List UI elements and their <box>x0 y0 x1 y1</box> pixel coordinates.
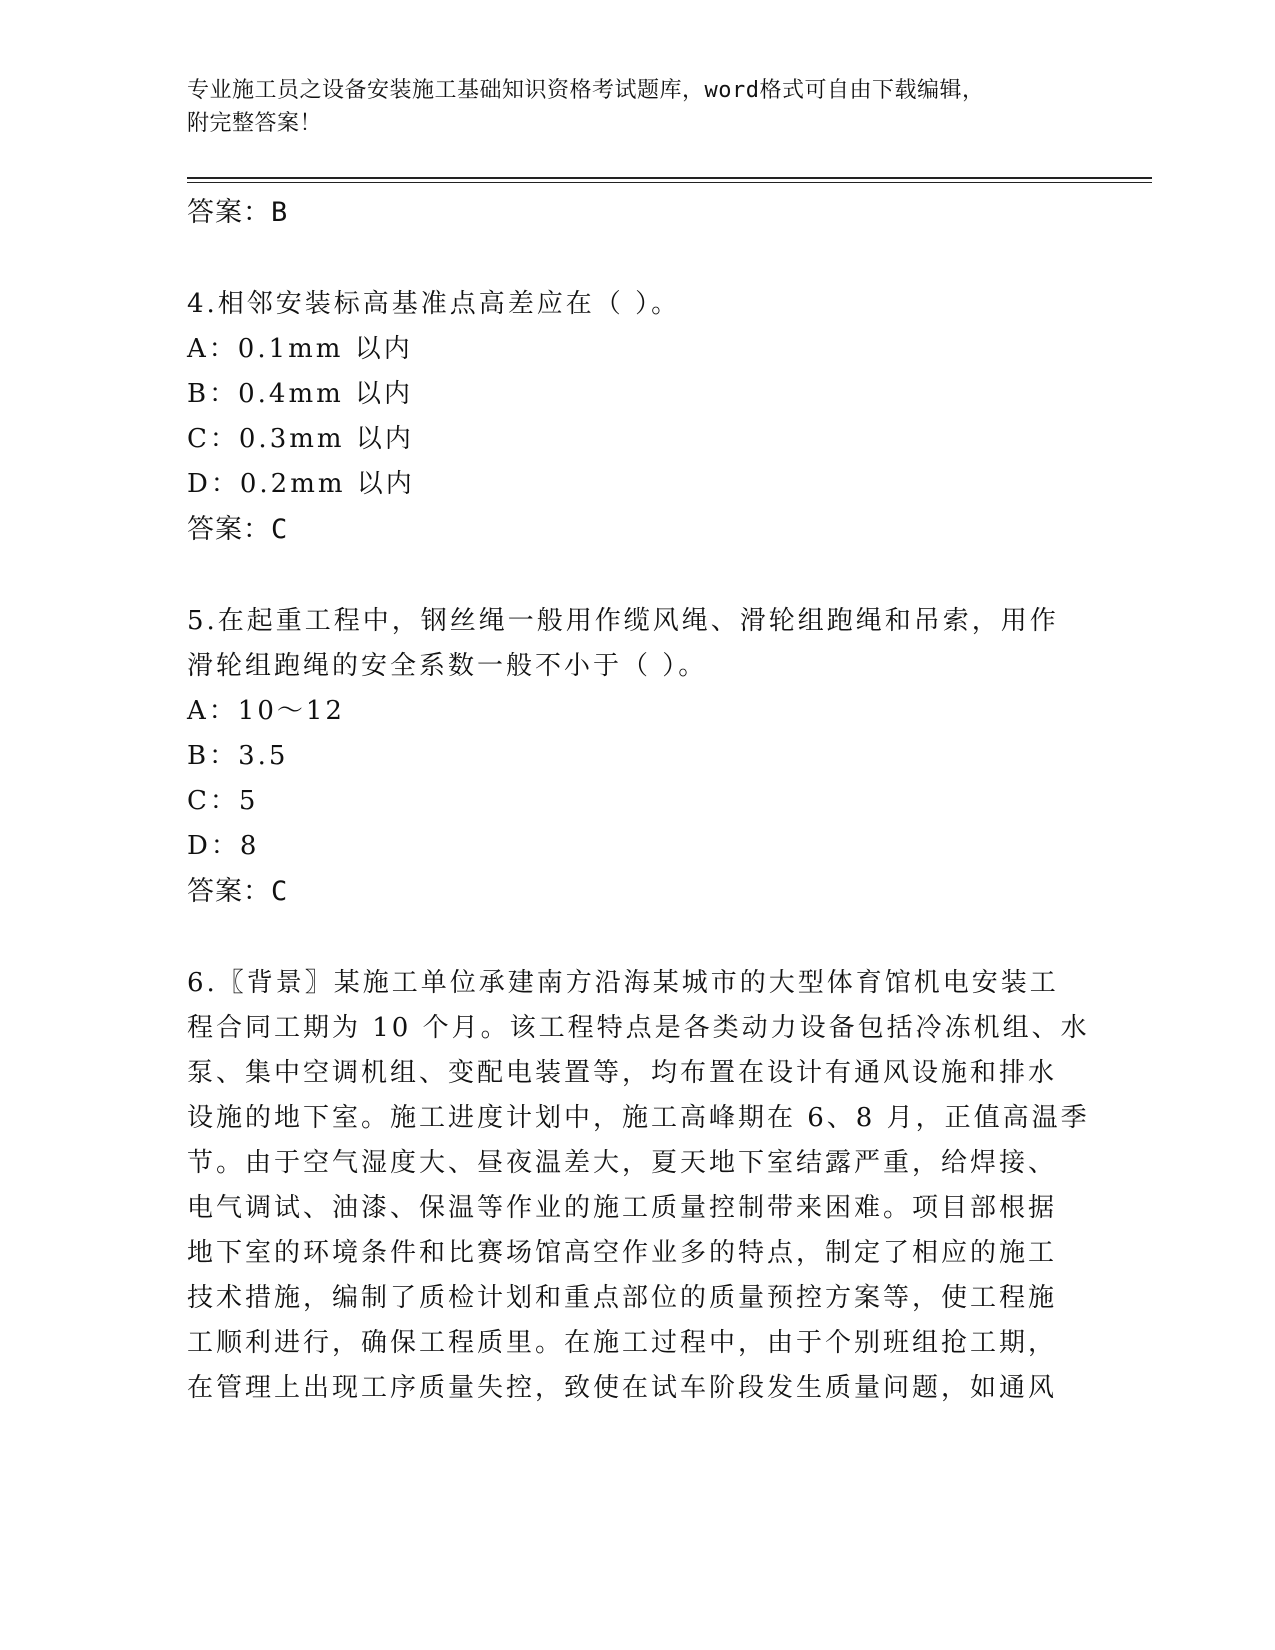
spacer <box>187 914 1087 961</box>
question-4-option-c: C：0.3mm 以内 <box>187 424 414 454</box>
question-6-line-4: 设施的地下室。施工进度计划中，施工高峰期在 6、8 月，正值高温季 <box>187 1103 1090 1133</box>
question-4-option-b: B：0.4mm 以内 <box>187 379 414 409</box>
question-5-option-a: A：10～12 <box>187 696 345 726</box>
answer-q5: 答案：C <box>187 876 289 907</box>
question-5-option-c: C：5 <box>187 786 259 816</box>
question-4-option-d: D：0.2mm 以内 <box>187 469 415 499</box>
question-6-line-9: 工顺利进行，确保工程质里。在施工过程中，由于个别班组抢工期， <box>187 1328 1058 1358</box>
question-6-line-5: 节。由于空气湿度大、昼夜温差大，夏天地下室结露严重，给焊接、 <box>187 1148 1058 1178</box>
question-6-line-6: 电气调试、油漆、保温等作业的施工质量控制带来困难。项目部根据 <box>187 1193 1058 1223</box>
question-5-option-d: D：8 <box>187 831 260 861</box>
question-6-line-1: 6.〖背景〗某施工单位承建南方沿海某城市的大型体育馆机电安装工 <box>187 968 1059 998</box>
question-5-stem-line-1: 5.在起重工程中，钢丝绳一般用作缆风绳、滑轮组跑绳和吊索，用作 <box>187 606 1059 636</box>
header-line-2: 附完整答案！ <box>187 111 323 136</box>
document-header <box>187 74 1087 140</box>
answer-q3: 答案：B <box>187 197 289 228</box>
question-5 <box>187 599 1087 914</box>
question-content <box>187 190 1090 1411</box>
spacer <box>187 235 1087 282</box>
header-divider-thick <box>187 177 1152 179</box>
question-6-line-2: 程合同工期为 10 个月。该工程特点是各类动力设备包括冷冻机组、水 <box>187 1013 1090 1043</box>
header-line-1: 专业施工员之设备安装施工基础知识资格考试题库，word格式可自由下载编辑， <box>187 78 985 103</box>
question-4-option-a: A：0.1mm 以内 <box>187 334 413 364</box>
question-5-option-b: B：3.5 <box>187 741 289 771</box>
question-4-stem: 4.相邻安装标高基准点高差应在（ ）。 <box>187 289 681 319</box>
header-divider-thin <box>187 182 1152 183</box>
question-6 <box>187 961 1090 1411</box>
answer-q4: 答案：C <box>187 514 289 545</box>
question-4 <box>187 282 1087 552</box>
question-6-line-8: 技术措施，编制了质检计划和重点部位的质量预控方案等，使工程施 <box>187 1283 1058 1313</box>
question-6-line-10: 在管理上出现工序质量失控，致使在试车阶段发生质量问题，如通风 <box>187 1373 1058 1403</box>
question-6-line-7: 地下室的环境条件和比赛场馆高空作业多的特点，制定了相应的施工 <box>187 1238 1058 1268</box>
question-5-stem-line-2: 滑轮组跑绳的安全系数一般不小于（ ）。 <box>187 651 708 681</box>
spacer <box>187 552 1087 599</box>
question-6-line-3: 泵、集中空调机组、变配电装置等，均布置在设计有通风设施和排水 <box>187 1058 1058 1088</box>
